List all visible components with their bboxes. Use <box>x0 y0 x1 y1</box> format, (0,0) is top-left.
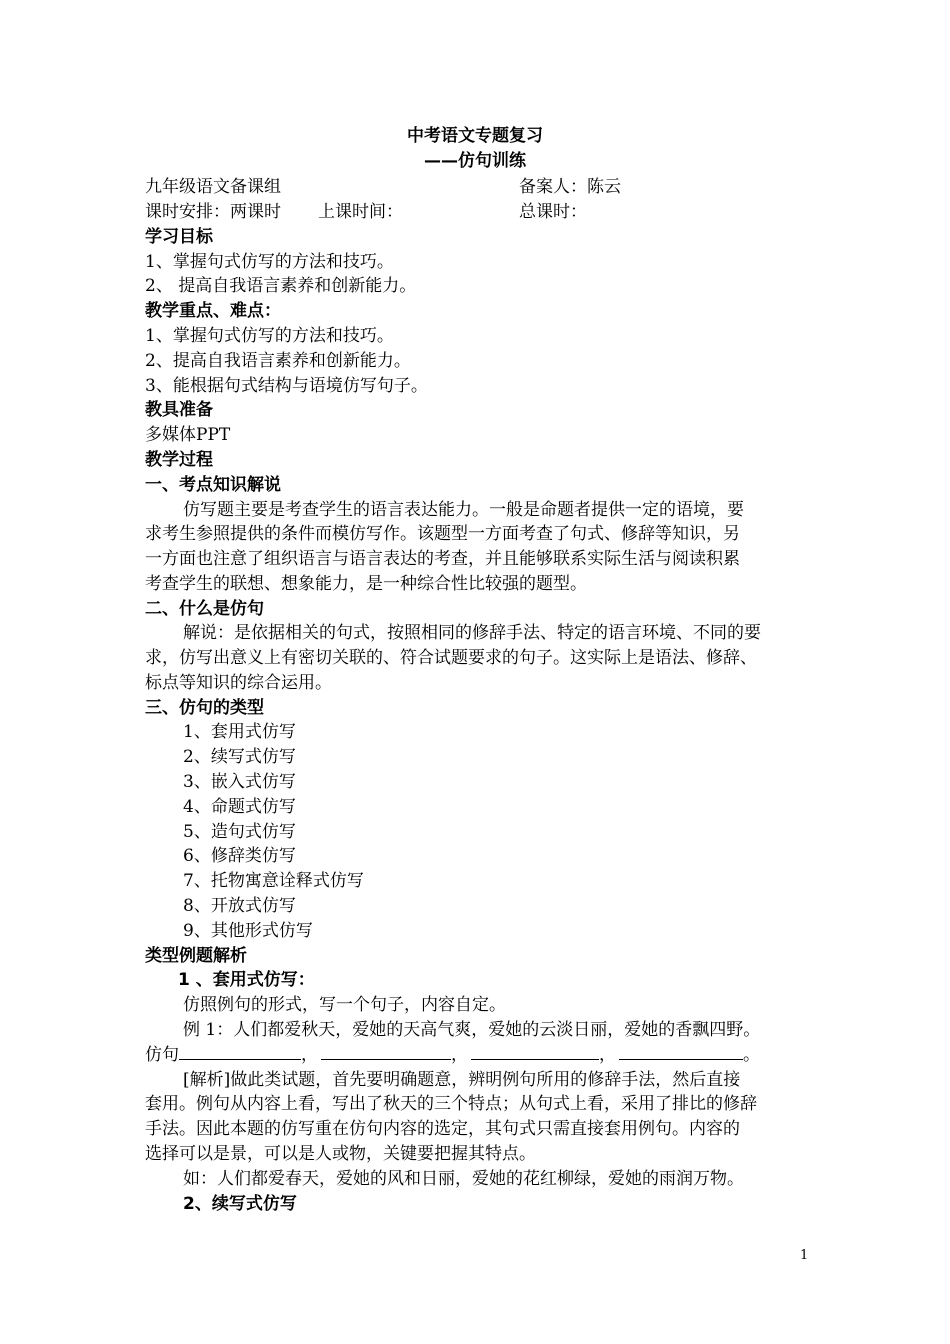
process-heading: 教学过程 <box>145 450 213 470</box>
analysis-line: 选择可以是景，可以是人或物，关键要把握其特点。 <box>145 1144 536 1164</box>
key-point-item: 2、提高自我语言素养和创新能力。 <box>145 351 411 371</box>
fill-end: 。 <box>743 1045 760 1065</box>
sample-answer: 如：人们都爱春天，爱她的风和日丽，爱她的花红柳绿，爱她的雨润万物。 <box>183 1169 744 1189</box>
answer-blank[interactable] <box>619 1043 743 1060</box>
section3-heading: 三、仿句的类型 <box>145 698 264 718</box>
fill-in-line <box>145 1043 760 1067</box>
example-instruction: 仿照例句的形式，写一个句子，内容自定。 <box>183 995 506 1015</box>
page-subtitle: ——仿句训练 <box>424 151 526 171</box>
key-point-item: 3、能根据句式结构与语境仿写句子。 <box>145 376 428 396</box>
section1-line: 一方面也注意了组织语言与语言表达的考查，并且能够联系实际生活与阅读积累 <box>145 549 740 569</box>
example-subheading-2: 2、续写式仿写 <box>183 1194 297 1214</box>
meta-group: 九年级语文备课组 <box>145 177 281 197</box>
fill-separator: ， <box>301 1045 318 1065</box>
section1-line: 考查学生的联想、想象能力，是一种综合性比较强的题型。 <box>145 574 587 594</box>
type-item: 1、套用式仿写 <box>183 722 296 742</box>
example-subheading-1: 1 、套用式仿写： <box>178 970 315 990</box>
section1-line: 求考生参照提供的条件而模仿写作。该题型一方面考查了句式、修辞等知识，另 <box>145 524 740 544</box>
meta-class-time: 上课时间： <box>318 202 403 222</box>
key-points-heading: 教学重点、难点： <box>145 301 281 321</box>
type-item: 9、其他形式仿写 <box>183 921 313 941</box>
goal-item: 1、掌握句式仿写的方法和技巧。 <box>145 252 394 272</box>
goal-item: 2、 提高自我语言素养和创新能力。 <box>145 276 417 296</box>
answer-blank[interactable] <box>471 1043 599 1060</box>
type-item: 8、开放式仿写 <box>183 896 296 916</box>
section2-line: 求，仿写出意义上有密切关联的、符合试题要求的句子。这实际上是语法、修辞、 <box>145 648 757 668</box>
type-item: 2、续写式仿写 <box>183 747 296 767</box>
type-item: 6、修辞类仿写 <box>183 846 296 866</box>
tools-text: 多媒体PPT <box>145 425 231 445</box>
section1-line: 仿写题主要是考查学生的语言表达能力。一般是命题者提供一定的语境，要 <box>183 500 744 520</box>
page-title: 中考语文专题复习 <box>407 126 543 146</box>
key-point-item: 1、掌握句式仿写的方法和技巧。 <box>145 326 394 346</box>
answer-blank[interactable] <box>321 1043 451 1060</box>
section2-line: 标点等知识的综合运用。 <box>145 673 332 693</box>
fill-separator: ， <box>599 1045 616 1065</box>
meta-total-hours: 总课时： <box>519 202 587 222</box>
meta-preparer: 备案人：陈云 <box>519 177 621 197</box>
analysis-line: 套用。例句从内容上看，写出了秋天的三个特点；从句式上看，采用了排比的修辞 <box>145 1094 757 1114</box>
section2-heading: 二、什么是仿句 <box>145 599 264 619</box>
examples-heading: 类型例题解析 <box>145 946 247 966</box>
type-item: 4、命题式仿写 <box>183 797 296 817</box>
answer-blank[interactable] <box>179 1043 301 1060</box>
page-number: 1 <box>800 1248 809 1263</box>
analysis-line: 手法。因此本题的仿写重在仿句内容的选定，其句式只需直接套用例句。内容的 <box>145 1119 740 1139</box>
type-item: 5、造句式仿写 <box>183 822 296 842</box>
example-sentence: 例 1：人们都爱秋天，爱她的天高气爽，爱她的云淡日丽，爱她的香飘四野。 <box>183 1020 761 1040</box>
tools-heading: 教具准备 <box>145 400 213 420</box>
goals-heading: 学习目标 <box>145 227 213 247</box>
section1-heading: 一、考点知识解说 <box>145 475 281 495</box>
type-item: 7、托物寓意诠释式仿写 <box>183 871 364 891</box>
type-item: 3、嵌入式仿写 <box>183 772 296 792</box>
meta-schedule: 课时安排：两课时 <box>145 202 281 222</box>
fill-separator: ， <box>451 1045 468 1065</box>
section2-line: 解说：是依据相关的句式，按照相同的修辞手法、特定的语言环境、不同的要 <box>183 623 761 643</box>
fill-label: 仿句 <box>145 1045 179 1065</box>
analysis-line: [解析]做此类试题，首先要明确题意，辨明例句所用的修辞手法，然后直接 <box>183 1070 741 1090</box>
